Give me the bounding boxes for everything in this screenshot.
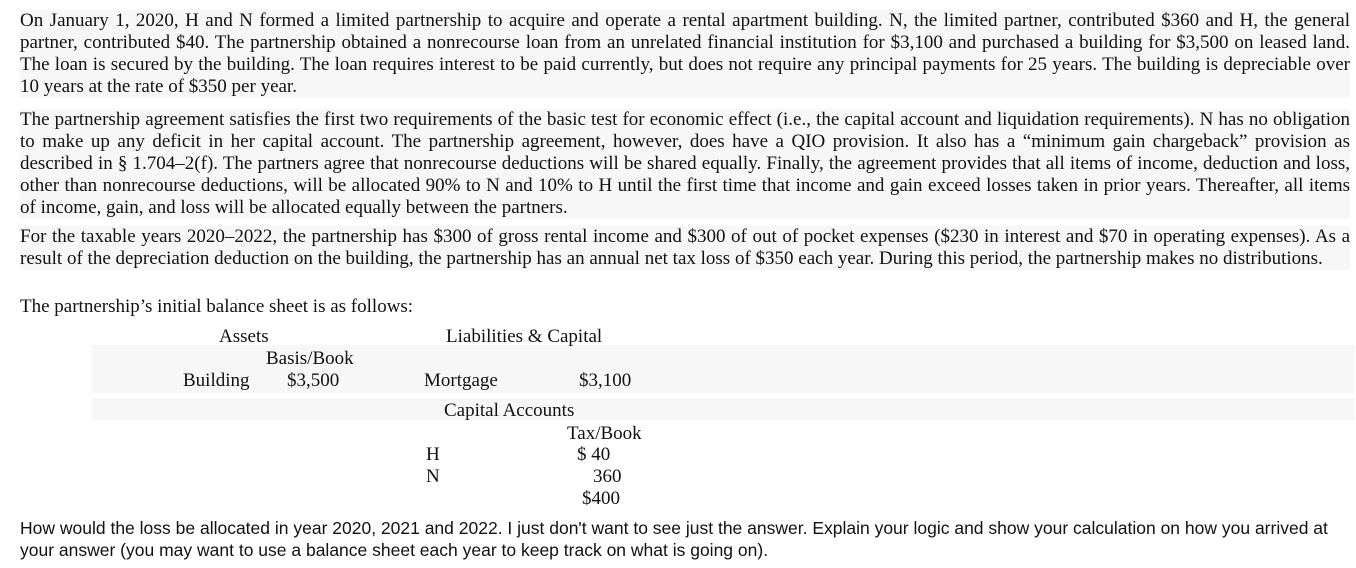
mortgage-value: $3,100: [579, 370, 632, 391]
mortgage-label: Mortgage: [424, 370, 498, 391]
problem-paragraph-2: The partnership agreement satisfies the first two requirements of the basic test for economic effect (i.e., the capital account and liquidation requirements). N has no obligation to make up any deficit in her capital account. The partnership agreement, however, does have a QIO provision. It also has a “minimum gain chargeback” provision as described in § 1.704–2(f). The partners agree that nonrecourse deductions will be shared equally. Finally, the agreement provides that all items of income, deduction and loss, other than nonrecourse deductions, will be allocated 90% to N and 10% to H until the first time that income and gain exceed losses taken in prior years. Thereafter, all items of income, gain, and loss will be allocated equally between the partners.: [20, 109, 1350, 218]
tax-book-header: Tax/Book: [567, 423, 642, 444]
balance-sheet-band-capital: [92, 398, 1355, 420]
question-text: How would the loss be allocated in year 2020, 2021 and 2022. I just don't want to see just the answer. Explain your logic and show your calculation on how you arrived at your answer (you may want to use a balance sheet each year to keep track on what is going on).: [20, 518, 1328, 560]
problem-paragraph-4: The partnership’s initial balance sheet is as follows:: [20, 296, 1350, 318]
capital-accounts-header: Capital Accounts: [444, 400, 575, 421]
partner-h-capital: $ 40: [577, 444, 611, 465]
assets-header: Assets: [219, 326, 269, 347]
building-value: $3,500: [287, 370, 340, 391]
partner-n-capital: 360: [593, 466, 622, 487]
problem-paragraph-1: On January 1, 2020, H and N formed a limited partnership to acquire and operate a rental apartment building. N, the limited partner, contributed $360 and H, the general partner, contributed $40. The partnership obtained a nonrecourse loan from an unrelated financial institution for $3,100 and purchased a building for $3,500 on leased land. The loan is secured by the building. The loan requires interest to be paid currently, but does not require any principal payments for 25 years. The building is depreciable over 10 years at the rate of $350 per year.: [20, 10, 1350, 97]
problem-paragraph-3: For the taxable years 2020–2022, the partnership has $300 of gross rental income and $300 of out of pocket expenses ($230 in interest and $70 in operating expenses). As a result of the depreciation deduction on the building, the partnership has an annual net tax loss of $350 each year. During this period, the partnership makes no distributions.: [20, 226, 1350, 269]
basis-book-header: Basis/Book: [266, 348, 354, 369]
partner-n-label: N: [426, 466, 440, 487]
building-label: Building: [183, 370, 250, 391]
partner-h-label: H: [426, 444, 440, 465]
liabilities-capital-header: Liabilities & Capital: [446, 326, 603, 347]
capital-total: $400: [582, 488, 620, 509]
